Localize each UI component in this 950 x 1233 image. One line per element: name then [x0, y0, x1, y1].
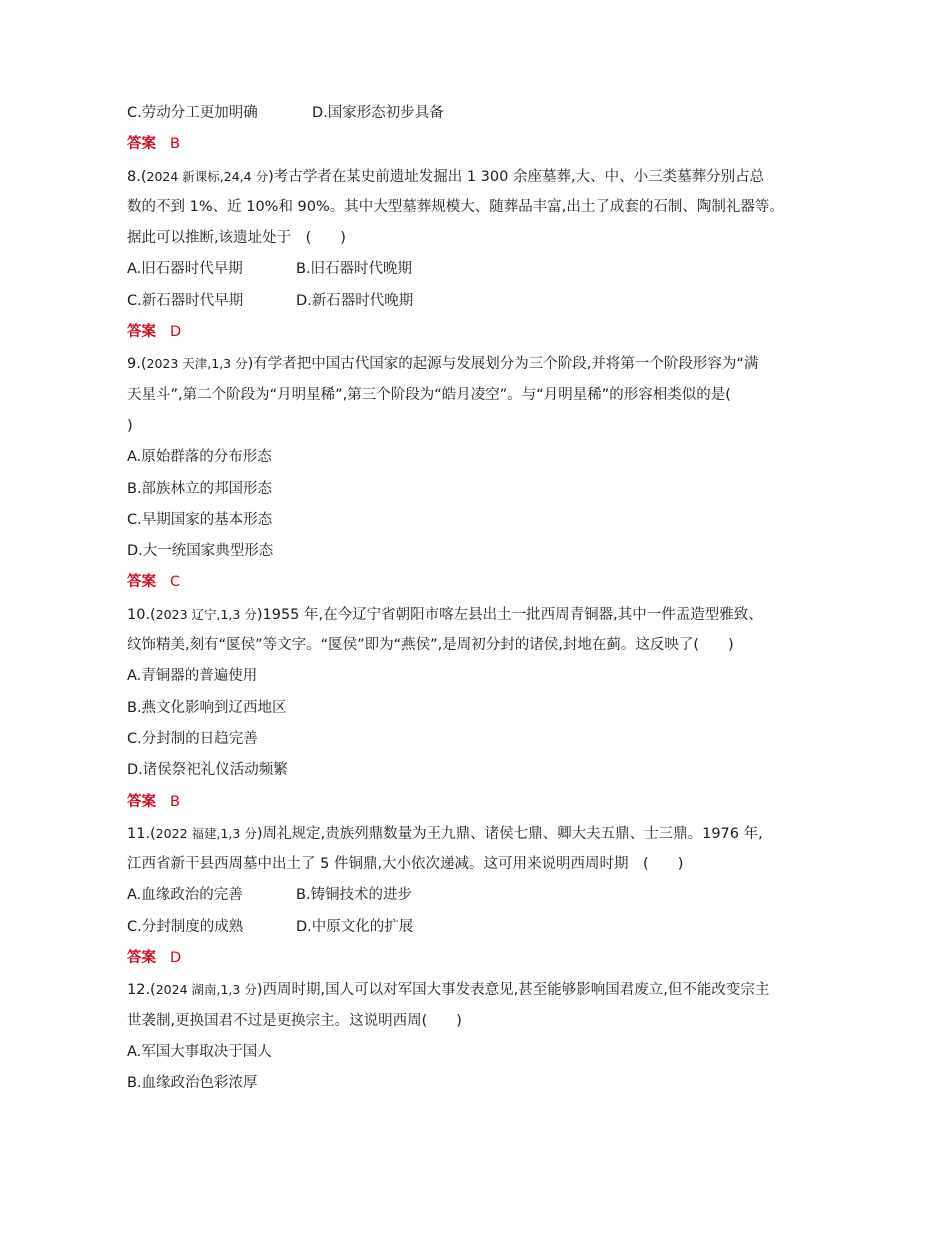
- question-text: )有学者把中国古代国家的起源与发展划分为三个阶段,并将第一个阶段形容为“满: [247, 356, 759, 373]
- answer-line: [127, 567, 827, 598]
- question-line: [127, 599, 827, 630]
- question-number: 11.(: [127, 825, 156, 842]
- answer-value: C: [170, 574, 181, 591]
- text-line: B.部族林立的邦国形态: [127, 480, 273, 497]
- text-line: 纹饰精美,刻有“匽侯”等文字。“匽侯”即为“燕侯”,是周初分封的诸侯,封地在蓟。这反映了( ): [127, 637, 734, 654]
- answer-label: 答案: [127, 324, 156, 341]
- option-item: C.劳动分工更加明确: [127, 105, 258, 121]
- answer-value: B: [170, 136, 180, 153]
- answer-value: D: [170, 950, 182, 967]
- option-item: D.国家形态初步具备: [312, 105, 444, 121]
- option-row: [127, 98, 827, 129]
- question-text: )周礼规定,贵族列鼎数量为王九鼎、诸侯七鼎、卿大夫五鼎、士三鼎。1976 年,: [256, 825, 763, 842]
- answer-label: 答案: [127, 793, 156, 810]
- text-line: B.燕文化影响到辽西地区: [127, 699, 287, 716]
- answer-label: 答案: [127, 136, 156, 153]
- answer-line: [127, 317, 827, 348]
- answer-line: [127, 943, 827, 974]
- text-line: D.大一统国家典型形态: [127, 543, 274, 560]
- question-text: )1955 年,在今辽宁省朝阳市喀左县出土一批西周青铜器,其中一件盂造型雅致、: [256, 606, 763, 623]
- option-row: [127, 880, 827, 911]
- option-item: C.分封制度的成熟: [127, 918, 244, 935]
- option-item: D.中原文化的扩展: [296, 918, 414, 935]
- question-source: 2024 新课标,24,4 分: [146, 168, 269, 184]
- option-item: B.铸铜技术的进步: [296, 887, 413, 904]
- text-line: 江西省新干县西周墓中出土了 5 件铜鼎,大小依次递减。这可用来说明西周时期 ( ): [127, 856, 684, 873]
- text-line: A.青铜器的普遍使用: [127, 668, 258, 685]
- option-row: [127, 912, 827, 943]
- option-item: A.血缘政治的完善: [127, 887, 243, 904]
- answer-line: [127, 129, 827, 160]
- answer-line: [127, 787, 827, 818]
- question-source: 2022 福建,1,3 分: [155, 825, 257, 841]
- option-row: [127, 254, 827, 285]
- text-line: 据此可以推断,该遗址处于 ( ): [127, 230, 346, 247]
- question-number: 8.(: [127, 168, 147, 185]
- text-line: D.诸侯祭祀礼仪活动频繁: [127, 762, 288, 779]
- question-text: )考古学者在某史前遗址发掘出 1 300 余座墓葬,大、中、小三类墓葬分别占总: [268, 168, 765, 185]
- text-line: C.早期国家的基本形态: [127, 511, 273, 528]
- answer-value: B: [170, 793, 180, 810]
- option-item: C.新石器时代早期: [127, 292, 244, 309]
- text-line: B.血缘政治色彩浓厚: [127, 1075, 258, 1092]
- question-source: 2023 辽宁,1,3 分: [155, 606, 257, 622]
- text-line: A.军国大事取决于国人: [127, 1043, 272, 1060]
- question-source: 2024 湖南,1,3 分: [155, 982, 257, 998]
- text-line: ): [127, 417, 133, 434]
- question-line: [127, 348, 827, 379]
- option-item: B.旧石器时代晚期: [296, 261, 413, 278]
- document-page: [127, 98, 827, 1100]
- question-number: 12.(: [127, 982, 156, 999]
- answer-label: 答案: [127, 574, 156, 591]
- text-line: 世袭制,更换国君不过是更换宗主。这说明西周( ): [127, 1012, 462, 1029]
- text-line: A.原始群落的分布形态: [127, 449, 272, 466]
- question-line: [127, 161, 827, 192]
- question-source: 2023 天津,1,3 分: [146, 356, 248, 372]
- text-line: 天星斗”,第二个阶段为“月明星稀”,第三个阶段为“皓月凌空”。与“月明星稀”的形容相类似的是(: [127, 386, 731, 403]
- option-row: [127, 286, 827, 317]
- question-line: [127, 974, 827, 1005]
- question-number: 9.(: [127, 356, 147, 373]
- option-item: A.旧石器时代早期: [127, 261, 243, 278]
- text-line: 数的不到 1%、近 10%和 90%。其中大型墓葬规模大、随葬品丰富,出土了成套的石制、陶制礼器等。: [127, 198, 784, 215]
- question-number: 10.(: [127, 606, 156, 623]
- text-line: C.分封制的日趋完善: [127, 730, 258, 747]
- question-line: [127, 818, 827, 849]
- answer-label: 答案: [127, 950, 156, 967]
- option-item: D.新石器时代晚期: [296, 292, 414, 309]
- answer-value: D: [170, 324, 182, 341]
- question-text: )西周时期,国人可以对军国大事发表意见,甚至能够影响国君废立,但不能改变宗主: [256, 982, 770, 999]
